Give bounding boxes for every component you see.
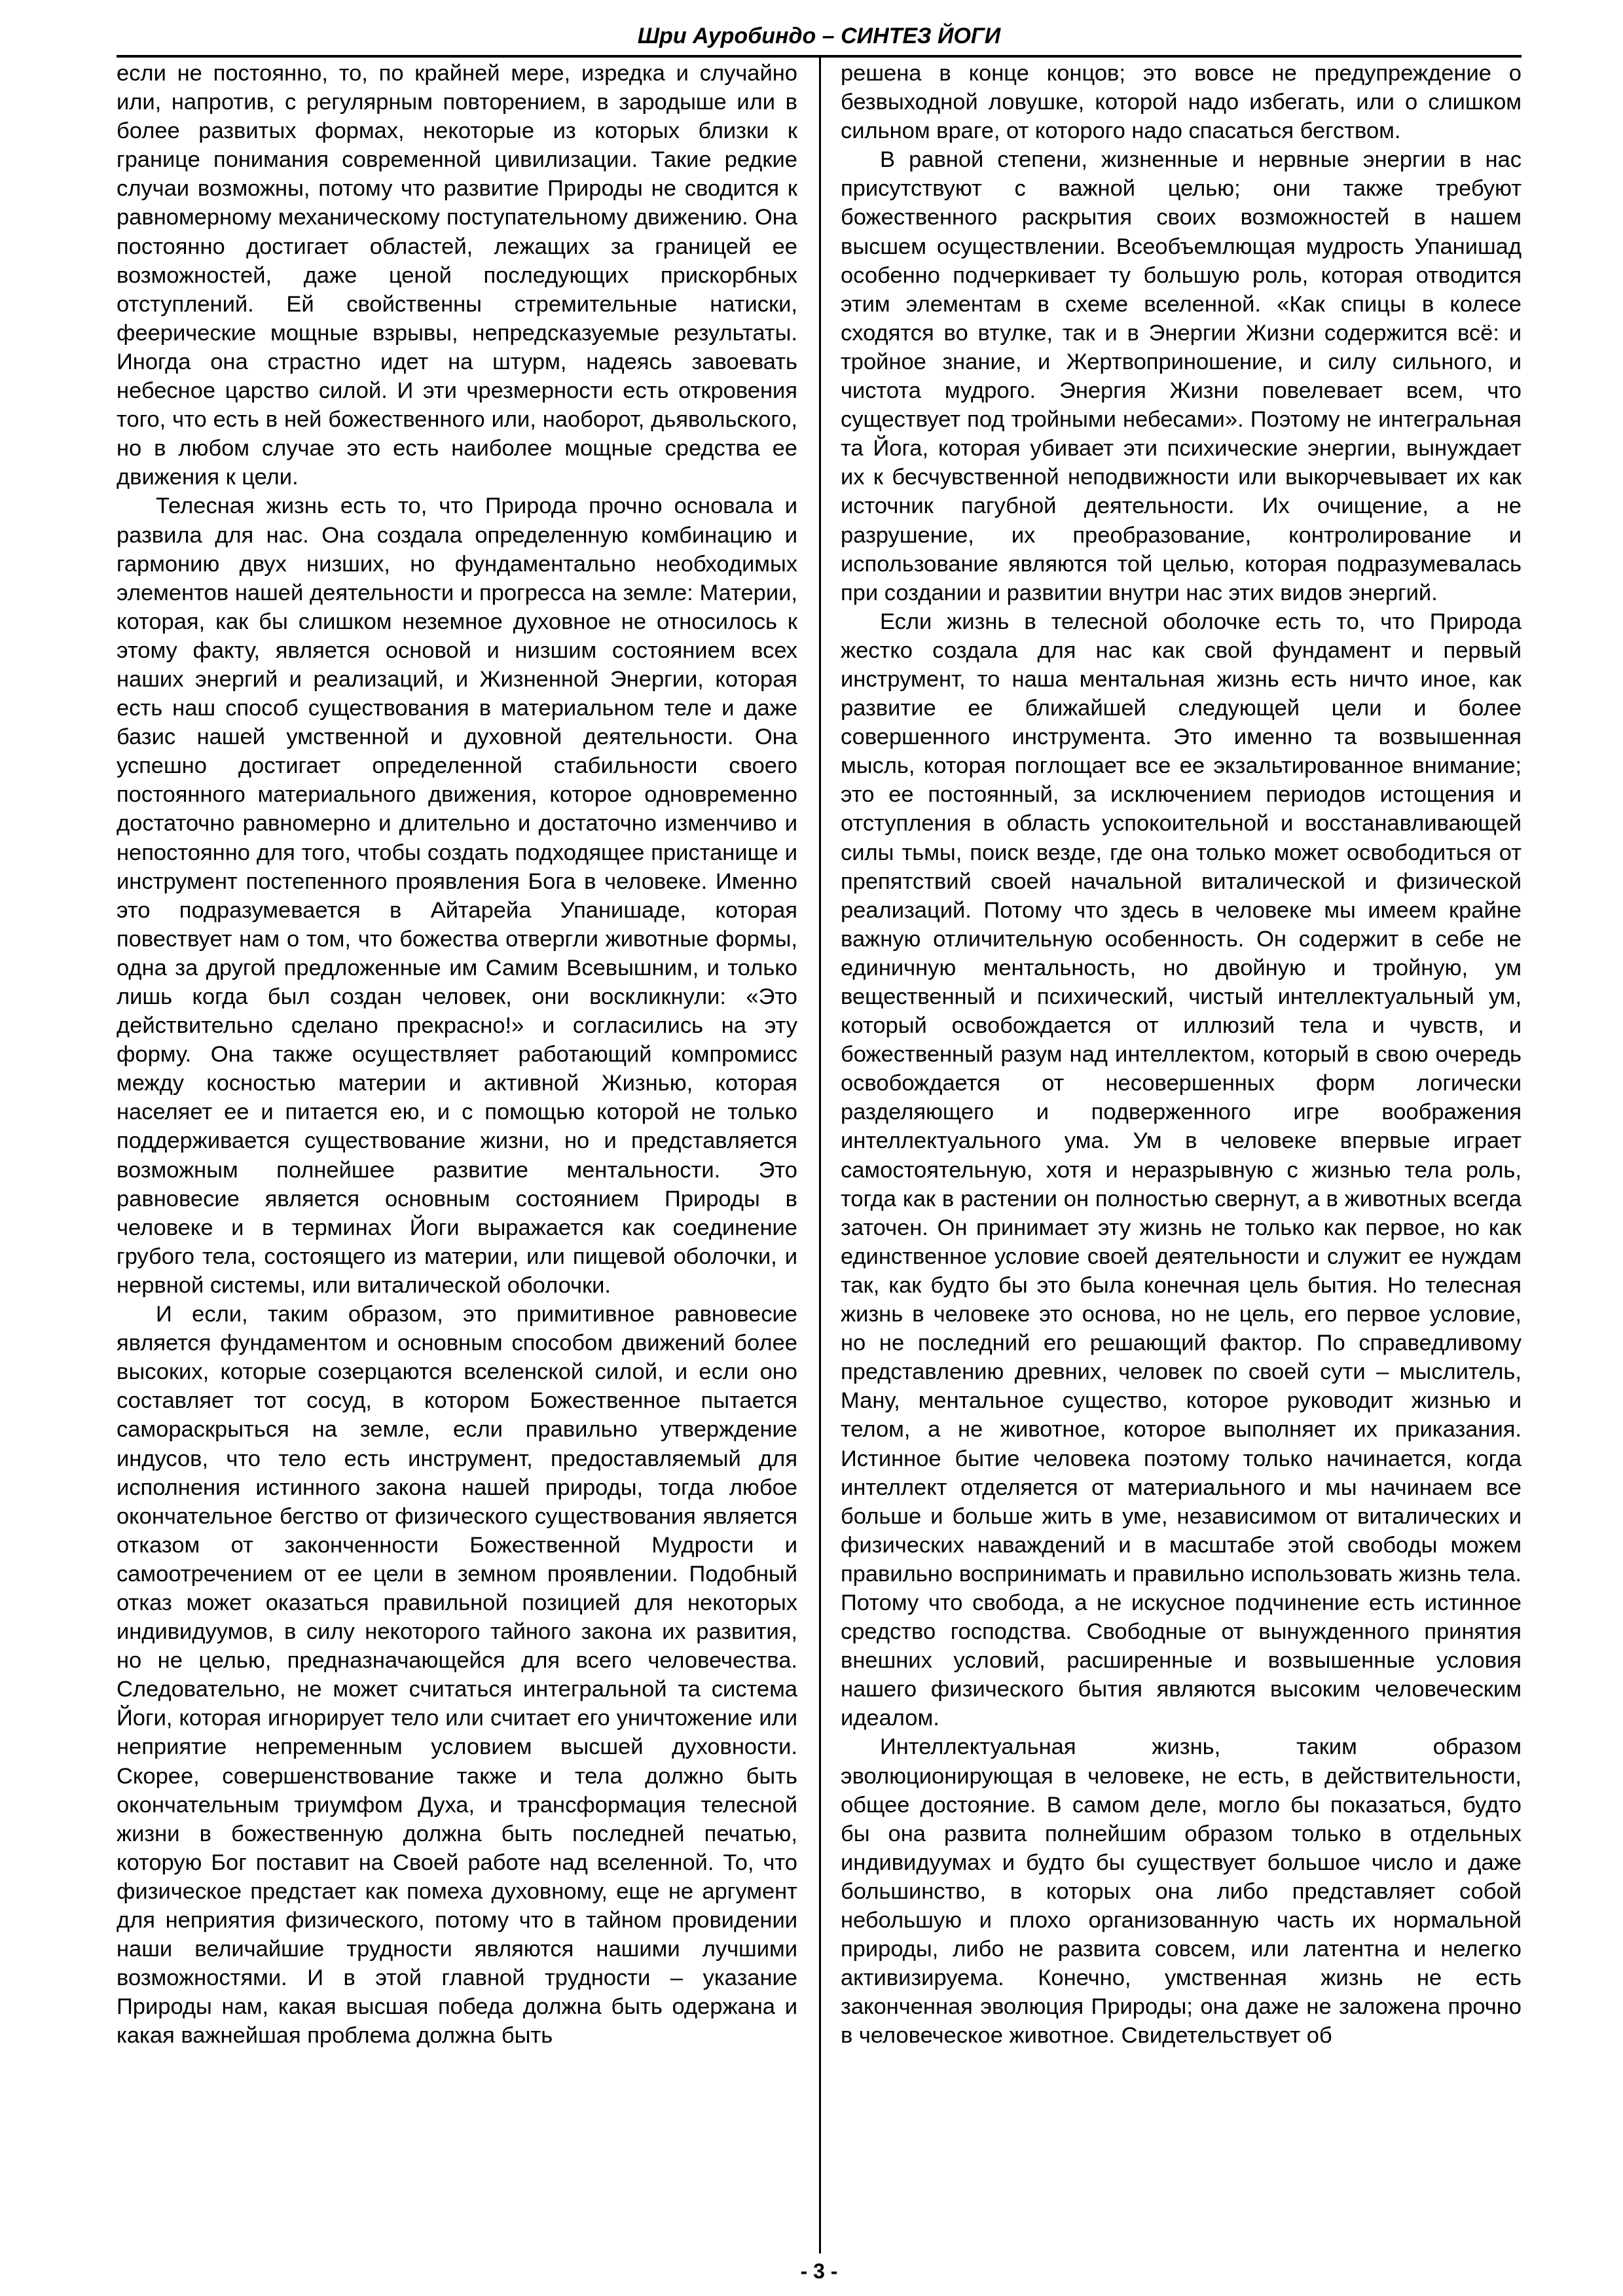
paragraph: Если жизнь в телесной оболочке есть то, что Природа жестко создала для нас как свой фундамент и первый инструмент, то наша ментальная жизнь есть ничто иное, как развитие ее ближайшей следующей цели и более совершенного инструмента. Это именно та возвышенная мысль, которая поглощает все ее экзальтированное внимание; это ее постоянный, за исключением периодов истощения и отступления в область успокоительной и восстанавливающей силы тьмы, поиск везде, где она только может освободиться от препятствий своей начальной виталической и физической реализаций. Потому что здесь в человеке мы имеем крайне важную отличительную особенность. Он содержит в себе не единичную ментальность, но двойную и тройную, ум вещественный и психический, чистый интеллектуальный ум, который освобождается от иллюзий тела и чувств, и божественный разум над интеллектом, который в свою очередь освобождается от несовершенных форм логически разделяющего и подверженного игре воображения интеллектуального ума. Ум в человеке впервые играет самостоятельную, хотя и неразрывную с жизнью тела роль, тогда как в растении он полностью свернут, а в животных всегда заточен. Он принимает эту жизнь не только как первое, но как единственное условие своей деятельности и служит ее нуждам так, как будто бы это была конечная цель бытия. Но телесная жизнь в человеке это основа, но не цель, его первое условие, но не последний его решающий фактор. По справедливому представлению древних, человек по своей сути – мыслитель, Ману, ментальное существо, которое руководит жизнью и телом, а не животное, которое выполняет их приказания. Истинное бытие человека поэтому только начинается, когда интеллект отделяется от материального и мы начинаем все больше и больше жить в уме, независимом от виталических и физических наваждений и в масштабе этой свободы можем правильно воспринимать и правильно использовать жизнь тела. Потому что свобода, а не искусное подчинение есть истинное средство господства. Свободные от вынужденного принятия внешних условий, расширенные и возвышенные условия нашего физического бытия являются высоким человеческим идеалом.	[841, 609, 1522, 1731]
column-divider	[819, 58, 821, 2253]
paragraph: В равной степени, жизненные и нервные энергии в нас присутствуют с важной целью; они также требуют божественного раскрытия своих возможностей в нашем высшем осуществлении. Всеобъемлющая мудрость Упанишад особенно подчеркивает ту большую роль, которая отводится этим элементам в схеме вселенной. «Как спицы в колесе сходятся во втулке, так и в Энергии Жизни содержится всё: и тройное знание, и Жертвоприношение, и силу сильного, и чистота мудрого. Энергия Жизни повелевает всем, что существует под тройными небесами». Поэтому не интегральная та Йога, которая убивает эти психические энергии, вынуждает их к бесчувственной неподвижности или выкорчевывает их как источник пагубной деятельности. Их очищение, а не разрушение, их преобразование, контролирование и использование являются той целью, которая подразумевалась при создании и развитии внутри нас этих видов энергий.	[841, 147, 1522, 605]
right-column	[841, 59, 1522, 2255]
paragraph: И если, таким образом, это примитивное равновесие является фундаментом и основным способом движений более высоких, которые созерцаются вселенской силой, и если оно составляет тот сосуд, в котором Божественное пытается самораскрыться на земле, если правильно утверждение индусов, что тело есть инструмент, предоставляемый для исполнения истинного закона нашей природы, тогда любое окончательное бегство от физического существования является отказом от законченности Божественной Мудрости и самоотречением от ее цели в земном проявлении. Подобный отказ может оказаться правильной позицией для некоторых индивидуумов, в силу некоторого тайного закона их развития, но не целью, предназначающейся для всего человечества. Следовательно, не может считаться интегральной та система Йоги, которая игнорирует тело или считает его уничтожение или неприятие непременным условием высшей духовности. Скорее, совершенствование также и тела должно быть окончательным триумфом Духа, и трансформация телесной жизни в божественную должна быть последней печатью, которую Бог поставит на Своей работе над вселенной. То, что физическое предстает как помеха духовному, еще не аргумент для неприятия физического, потому что в тайном провидении наши величайшие трудности являются нашими лучшими возможностями. И в этой главной трудности – указание Природы нам, какая высшая победа должна быть одержана и какая важнейшая проблема должна быть	[117, 1302, 797, 2049]
paragraph: Интеллектуальная жизнь, таким образом эволюционирующая в человеке, не есть, в действительности, общее достояние. В самом деле, могло бы показаться, будто бы она развита полнейшим образом только в отдельных индивидуумах и будто бы существует большое число и даже большинство, в которых она либо представляет собой небольшую и плохо организованную часть их нормальной природы, либо не развита совсем, или латентна и нелегко активизируема. Конечно, умственная жизнь не есть законченная эволюция Природы; она даже не заложена прочно в человеческое животное. Свидетельствует об	[841, 1734, 1522, 2049]
paragraph: если не постоянно, то, по крайней мере, изредка и случайно или, напротив, с регулярным повторением, в зародыше или в более развитых формах, некоторые из которых близки к границе понимания современной цивилизации. Такие редкие случаи возможны, потому что развитие Природы не сводится к равномерному механическому поступательному движению. Она постоянно достигает областей, лежащих за границей ее возможностей, даже ценой последующих прискорбных отступлений. Ей свойственны стремительные натиски, феерические мощные взрывы, непредсказуемые результаты. Иногда она страстно идет на штурм, надеясь завоевать небесное царство силой. И эти чрезмерности есть откровения того, что есть в ней божественного или, наоборот, дьявольского, но в любом случае это есть наиболее мощные средства ее движения к цели.	[117, 61, 797, 490]
running-header: Шри Ауробиндо – СИНТЕЗ ЙОГИ	[637, 24, 1001, 48]
page-number: - 3 -	[800, 2259, 838, 2283]
paragraph: Телесная жизнь есть то, что Природа прочно основала и развила для нас. Она создала определенную комбинацию и гармонию двух низших, но фундаментально необходимых элементов нашей деятельности и прогресса на земле: Материи, которая, как бы слишком неземное духовное не относилось к этому факту, является основой и низшим состоянием всех наших энергий и реализаций, и Жизненной Энергии, которая есть наш способ существования в материальном теле и даже базис нашей умственной и духовной деятельности. Она успешно достигает определенной стабильности своего постоянного материального движения, которое одновременно достаточно равномерно и длительно и достаточно изменчиво и непостоянно для того, чтобы создать подходящее пристанище и инструмент постепенного проявления Бога в человеке. Именно это подразумевается в Айтарейа Упанишаде, которая повествует нам о том, что божества отвергли животные формы, одна за другой предложенные им Самим Всевышним, и только лишь когда был создан человек, они воскликнули: «Это действительно сделано прекрасно!» и согласились на эту форму. Она также осуществляет работающий компромисс между косностью материи и активной Жизнью, которая населяет ее и питается ею, и с помощью которой не только поддерживается существование жизни, но и представляется возможным полнейшее развитие ментальности. Это равновесие является основным состоянием Природы в человеке и в терминах Йоги выражается как соединение грубого тела, состоящего из материи, или пищевой оболочки, и нервной системы, или виталической оболочки.	[117, 493, 797, 1298]
left-column	[117, 59, 797, 2255]
paragraph: решена в конце концов; это вовсе не предупреждение о безвыходной ловушке, которой надо избегать, или о слишком сильном враге, от которого надо спасаться бегством.	[841, 61, 1522, 144]
